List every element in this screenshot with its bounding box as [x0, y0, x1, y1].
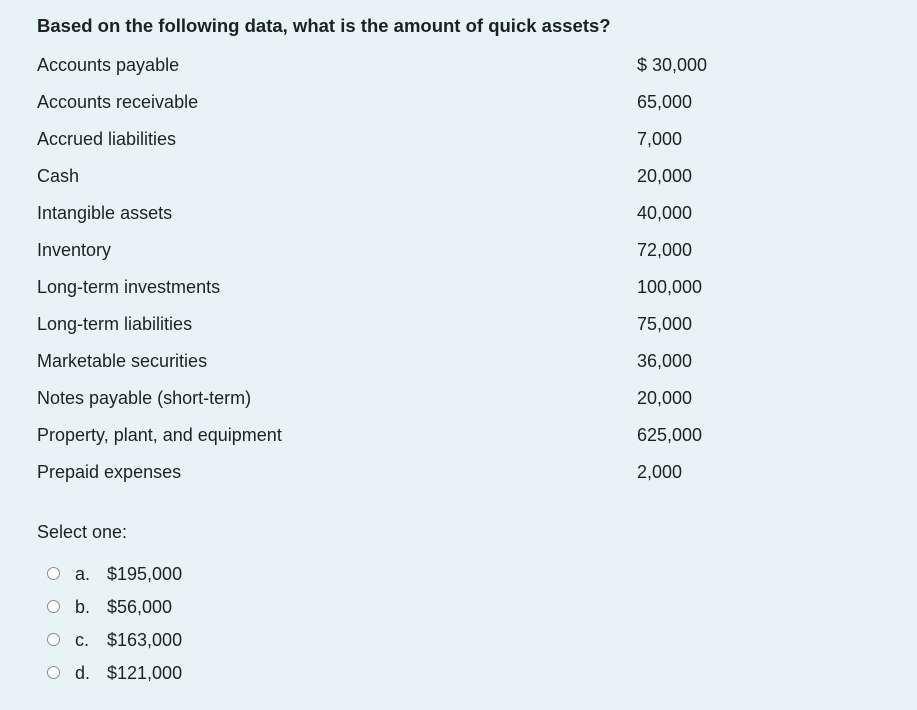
row-value: 75,000	[637, 314, 693, 334]
table-row	[0, 343, 917, 380]
row-value: 65,000	[637, 92, 693, 112]
row-value: 100,000	[637, 277, 703, 297]
row-label: Inventory	[37, 240, 112, 260]
row-label: Marketable securities	[37, 351, 208, 371]
select-one-label: Select one:	[37, 522, 128, 542]
option-text[interactable]: $121,000	[107, 663, 183, 683]
row-label: Long-term liabilities	[37, 314, 193, 334]
table-row	[0, 47, 917, 84]
table-row	[0, 454, 917, 491]
question-text: Based on the following data, what is the amount of quick assets?	[37, 15, 611, 36]
row-label: Accounts receivable	[37, 92, 199, 112]
option-letter: a.	[75, 564, 91, 584]
row-value: 7,000	[637, 129, 683, 149]
table-row	[0, 269, 917, 306]
radio-button-d[interactable]	[47, 666, 60, 679]
table-row	[0, 306, 917, 343]
table-row	[0, 121, 917, 158]
table-row	[0, 417, 917, 454]
row-label: Notes payable (short-term)	[37, 388, 252, 408]
option-d[interactable]	[45, 659, 345, 692]
option-letter: c.	[75, 630, 90, 650]
answer-options	[45, 560, 345, 692]
row-label: Accrued liabilities	[37, 129, 177, 149]
row-value: 625,000	[637, 425, 703, 445]
row-value: 36,000	[637, 351, 693, 371]
option-b[interactable]	[45, 593, 345, 626]
table-row	[0, 232, 917, 269]
radio-button-a[interactable]	[47, 567, 60, 580]
table-row	[0, 195, 917, 232]
option-letter: b.	[75, 597, 91, 617]
option-c[interactable]	[45, 626, 345, 659]
row-label: Accounts payable	[37, 55, 180, 75]
row-label: Intangible assets	[37, 203, 173, 223]
option-text[interactable]: $56,000	[107, 597, 173, 617]
row-value: $ 30,000	[637, 55, 708, 75]
option-text[interactable]: $163,000	[107, 630, 183, 650]
row-value: 2,000	[637, 462, 683, 482]
row-label: Prepaid expenses	[37, 462, 182, 482]
table-row	[0, 84, 917, 121]
data-table	[0, 47, 917, 491]
table-row	[0, 380, 917, 417]
row-label: Long-term investments	[37, 277, 221, 297]
row-value: 40,000	[637, 203, 693, 223]
option-letter: d.	[75, 663, 91, 683]
row-value: 20,000	[637, 166, 693, 186]
row-value: 20,000	[637, 388, 693, 408]
option-text[interactable]: $195,000	[107, 564, 183, 584]
table-row	[0, 158, 917, 195]
row-label: Property, plant, and equipment	[37, 425, 282, 445]
row-value: 72,000	[637, 240, 693, 260]
row-label: Cash	[37, 166, 80, 186]
option-a[interactable]	[45, 560, 345, 593]
radio-button-b[interactable]	[47, 600, 60, 613]
radio-button-c[interactable]	[47, 633, 60, 646]
